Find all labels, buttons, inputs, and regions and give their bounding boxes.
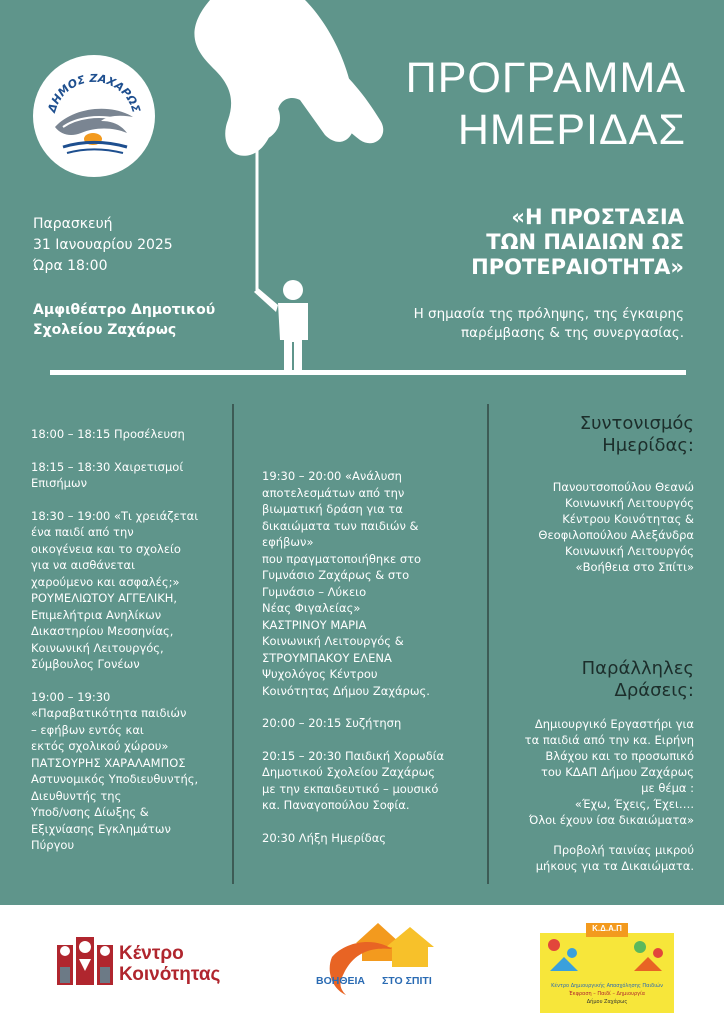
coordination-section <box>496 413 694 575</box>
coordinator-line: Θεοφιλοπούλου Αλεξάνδρα <box>538 528 694 542</box>
sto-spiti-text: ΣΤΟ ΣΠΙΤΙ <box>382 975 432 987</box>
parallel-heading-1: Παράλληλες <box>581 658 694 679</box>
schedule-column-1 <box>31 426 227 870</box>
venue-line-2: Σχολείου Ζαχάρως <box>33 322 177 338</box>
parallel-heading-2: Δράσεις: <box>614 680 694 701</box>
tagline-line-1: Η σημασία της πρόληψης, της έγκαιρης <box>413 306 684 322</box>
kdap-logo <box>540 923 674 1017</box>
title-line-2: ΗΜΕΡΙΔΑΣ <box>457 106 686 154</box>
schedule-item: 20:30 Λήξη Ημερίδας <box>262 830 387 845</box>
footer-logos <box>0 905 724 1024</box>
ground-line <box>50 370 686 375</box>
venue-line-1: Αμφιθέατρο Δημοτικού <box>33 302 216 318</box>
coordinator-line: Κοινωνική Λειτουργός <box>564 496 694 510</box>
schedule-item: 18:15 – 18:30 Χαιρετισμοί Επισήμων <box>31 459 184 490</box>
kdap-subtitle-2: Έκφραση – Παιδί – Δημιουργία <box>568 991 646 997</box>
coordinator-line: Κοινωνική Λειτουργός <box>564 544 694 558</box>
voitheia-sto-spiti-logo <box>316 917 456 1007</box>
voitheia-text: ΒΟΗΘΕΙΑ <box>316 975 366 987</box>
community-people-icon <box>57 937 113 987</box>
column-divider-1 <box>232 404 234 884</box>
subtitle-line-2: ΤΩΝ ΠΑΙΔΙΩΝ ΩΣ <box>486 230 684 254</box>
parallel-line: τα παιδιά από την κα. Ειρήνη <box>524 733 694 747</box>
schedule-item: 18:30 – 19:00 «Τι χρειάζεται ένα παιδί από την οικογένεια και το σχολείο για να αισθάνεται χαρούμενο και ασφαλές;» ΡΟΥΜΕΛΙΩΤΟΥ ΑΓΓΕΛΙΚΗ, Επιμελήτρια Ανηλίκων Δικαστηρίου Μεσσηνίας, Κοινωνική Λειτουργός, Σύμβουλος Γονέων <box>31 508 199 671</box>
parallel-actions-section <box>496 658 694 874</box>
event-date: 31 Ιανουαρίου 2025 <box>33 237 173 253</box>
parallel-line: Δημιουργικό Εργαστήρι για <box>534 717 694 731</box>
schedule-item: 19:30 – 20:00 «Ανάλυση αποτελεσμάτων από την βιωματική δράση για τα δικαιώματα των παιδιών & εφήβων» που πραγματοποιήθηκε στο Γυμνάσιο Ζαχάρως & στο Γυμνάσιο – Λύκειο Νέας Φιγαλείας» ΚΑΣΤΡΙΝΟΥ ΜΑΡΙΑ Κοινωνική Λειτουργός & ΣΤΡΟΥΜΠΑΚΟΥ ΕΛΕΝΑ Ψυχολόγος Κέντρου Κοινότητας Δήμου Ζαχάρως. <box>262 469 430 698</box>
kdap-subtitle-3: Δήμου Ζαχάρως <box>586 999 628 1005</box>
event-time: Ώρα 18:00 <box>33 258 108 274</box>
kdap-subtitle-1: Κέντρο Δημιουργικής Απασχόλησης Παιδιών <box>551 983 663 989</box>
schedule-item: 20:15 – 20:30 Παιδική Χορωδία Δημοτικού Σχολείου Ζαχάρως με την εκπαιδευτικό – μουσικό κα. Παναγοπούλου Σοφία. <box>262 748 445 812</box>
municipality-logo <box>33 55 155 177</box>
column-divider-2 <box>487 404 489 884</box>
coordination-heading-1: Συντονισμός <box>579 413 694 434</box>
subtitle-line-1: «Η ΠΡΟΣΤΑΣΙΑ <box>511 205 684 229</box>
parallel-line: Προβολή ταινίας μικρού <box>553 843 694 857</box>
coordination-heading-2: Ημερίδας: <box>602 435 694 456</box>
parallel-line: με θέμα : <box>641 781 694 795</box>
logo-text: ΔΗΜΟΣ ΖΑΧΑΡΩΣ <box>45 71 143 115</box>
poster-title <box>406 52 686 156</box>
coordinator-line: Κέντρου Κοινότητας & <box>562 512 694 526</box>
house-icon <box>316 917 456 1007</box>
schedule-column-2 <box>262 468 482 862</box>
dolphin-icon <box>33 55 155 177</box>
schedule-item: 19:00 – 19:30 «Παραβατικότητα παιδιών – εφήβων εντός και εκτός σχολικού χώρου» ΠΑΤΣΟΥΡΗΣ ΧΑΡΑΛΑΜΠΟΣ Αστυνομικός Υποδιευθυντής, Διευθυντής της Υποδ/νσης Δίωξης & Εξιχνίασης Εγκλημάτων Πύργου <box>31 689 199 852</box>
parallel-line: μήκους για τα Δικαιώματα. <box>535 859 694 873</box>
parallel-line: «Έχω, Έχεις, Έχει…. <box>574 797 694 811</box>
tagline-line-2: παρέμβασης & της συνεργασίας. <box>461 325 684 341</box>
kdap-subtitle-box <box>540 979 674 1013</box>
parallel-line: Όλοι έχουν ίσα δικαιώματα» <box>528 813 694 827</box>
title-line-1: ΠΡΟΓΡΑΜΜΑ <box>405 54 686 102</box>
event-date-time <box>33 214 173 277</box>
coordinator-line: «Βοήθεια στο Σπίτι» <box>575 560 694 574</box>
event-subtitle <box>471 205 684 280</box>
event-day: Παρασκευή <box>33 216 113 232</box>
svg-text:ΔΗΜΟΣ ΖΑΧΑΡΩΣ <box>45 72 143 115</box>
schedule-item: 20:00 – 20:15 Συζήτηση <box>262 716 402 730</box>
event-tagline <box>414 305 684 343</box>
parallel-line: Βλάχου και το προσωπικό <box>545 749 694 763</box>
subtitle-line-3: ΠΡΟΤΕΡΑΙΟΤΗΤΑ» <box>471 255 684 279</box>
kentro-koinotitas-logo <box>57 937 247 987</box>
kentro-text: Κέντρο Κοινότητας <box>119 943 221 985</box>
coordinator-line: Πανουτσοπούλου Θεανώ <box>552 480 694 494</box>
event-venue <box>33 300 215 340</box>
parallel-line: του ΚΔΑΠ Δήμου Ζαχάρως <box>540 765 694 779</box>
kdap-title: Κ.Δ.Α.Π <box>592 924 622 933</box>
schedule-item: 18:00 – 18:15 Προσέλευση <box>31 427 185 441</box>
